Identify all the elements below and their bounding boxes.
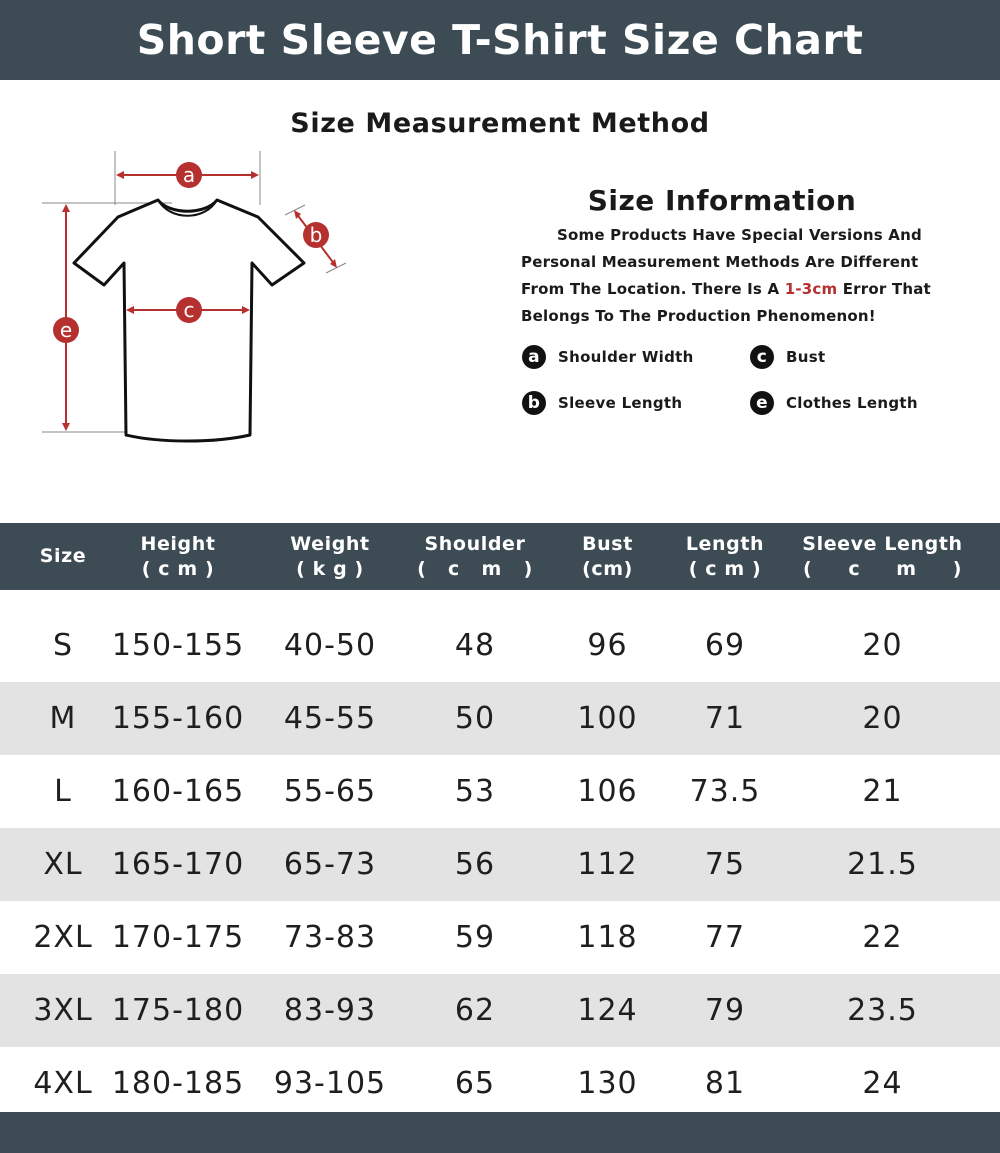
cell-weight: 45-55 (283, 701, 377, 736)
column-header-label: Shoulder (424, 532, 526, 555)
cell-shoulder: 48 (454, 628, 496, 663)
cell-sleeve-length: 24 (862, 1066, 903, 1101)
cell-bust: 96 (587, 628, 628, 663)
measurement-method-title: Size Measurement Method (290, 108, 710, 139)
legend-shoulder-width (522, 345, 694, 369)
column-header-unit: (cm) (582, 557, 633, 580)
info-line-1: Some Products Have Special Versions And (557, 226, 922, 244)
column-header-sleeve-length (790, 523, 975, 590)
legend-b-icon: b (522, 391, 546, 415)
table-row (0, 682, 1000, 755)
marker-e-label: e (59, 318, 73, 342)
size-information-title: Size Information (587, 184, 857, 217)
cell-size: L (54, 774, 72, 809)
cell-bust: 100 (577, 701, 638, 736)
cell-shoulder: 56 (454, 847, 496, 882)
length-arrow-bottom (62, 423, 70, 431)
legend-sleeve-length (522, 391, 682, 415)
cell-sleeve-length: 20 (862, 701, 903, 736)
cell-height: 180-185 (111, 1066, 245, 1101)
cell-bust: 106 (577, 774, 638, 809)
cell-height: 170-175 (111, 920, 245, 955)
cell-sleeve-length: 21 (862, 774, 903, 809)
column-header-height (108, 523, 248, 590)
cell-bust: 124 (577, 993, 638, 1028)
cell-weight: 73-83 (283, 920, 377, 955)
info-line-3-before: From The Location. There Is A (521, 280, 785, 298)
tshirt-measurement-diagram (30, 145, 360, 450)
page-title: Short Sleeve T-Shirt Size Chart (136, 16, 864, 64)
column-header-label: Length (685, 532, 765, 555)
table-row (0, 974, 1000, 1047)
cell-sleeve-length: 21.5 (847, 847, 918, 882)
cell-height: 175-180 (111, 993, 245, 1028)
info-line-4: Belongs To The Production Phenomenon! (521, 307, 876, 325)
cell-height: 160-165 (111, 774, 245, 809)
length-arrow-top (62, 204, 70, 212)
cell-shoulder: 59 (454, 920, 496, 955)
column-header-unit: ( c m ) (417, 557, 533, 580)
cell-weight: 83-93 (283, 993, 377, 1028)
cell-length: 79 (704, 993, 746, 1028)
cell-height: 165-170 (111, 847, 245, 882)
footer-bar (0, 1112, 1000, 1153)
table-row (0, 1047, 1000, 1120)
cell-sleeve-length: 22 (862, 920, 903, 955)
legend-label: Clothes Length (786, 394, 918, 412)
cell-length: 71 (704, 701, 746, 736)
cell-shoulder: 65 (454, 1066, 496, 1101)
cell-weight: 55-65 (283, 774, 377, 809)
table-row (0, 828, 1000, 901)
cell-size: 2XL (33, 920, 93, 955)
size-information-text (521, 222, 936, 330)
column-header-size (18, 523, 108, 590)
info-line-3 (521, 276, 936, 303)
column-header-unit: ( c m ) (688, 557, 762, 580)
cell-length: 75 (704, 847, 746, 882)
cell-bust: 130 (577, 1066, 638, 1101)
cell-length: 77 (704, 920, 746, 955)
column-header-unit: ( k g ) (296, 557, 364, 580)
page-title-bar (0, 0, 1000, 80)
marker-b-label: b (309, 223, 323, 247)
legend-label: Bust (786, 348, 826, 366)
cell-shoulder: 53 (454, 774, 496, 809)
cell-length: 69 (704, 628, 746, 663)
cell-height: 155-160 (111, 701, 245, 736)
column-header-label: Size (39, 545, 87, 567)
table-row (0, 901, 1000, 974)
column-header-label: Bust (582, 532, 633, 555)
legend-a-icon: a (522, 345, 546, 369)
legend-c-icon: c (750, 345, 774, 369)
legend-label: Shoulder Width (558, 348, 694, 366)
column-header-label: Weight (290, 532, 370, 555)
legend-bust (750, 345, 825, 369)
info-line-3-after: Error That (837, 280, 931, 298)
shoulder-arrow-left (116, 171, 124, 179)
error-range-highlight: 1-3cm (784, 280, 838, 298)
column-header-weight (260, 523, 400, 590)
size-table (0, 523, 1000, 1120)
table-header-row (0, 523, 1000, 590)
column-header-shoulder (410, 523, 540, 590)
column-header-label: Height (140, 532, 216, 555)
cell-bust: 118 (577, 920, 638, 955)
column-header-unit: ( c m ) (802, 557, 963, 580)
marker-a-label: a (182, 163, 196, 187)
legend-e-icon: e (750, 391, 774, 415)
column-header-length (665, 523, 785, 590)
table-row (0, 755, 1000, 828)
cell-size: 3XL (33, 993, 93, 1028)
cell-shoulder: 50 (454, 701, 496, 736)
cell-height: 150-155 (111, 628, 245, 663)
cell-shoulder: 62 (454, 993, 496, 1028)
cell-sleeve-length: 23.5 (847, 993, 918, 1028)
cell-sleeve-length: 20 (862, 628, 903, 663)
column-header-unit: ( c m ) (141, 557, 215, 580)
info-line-2: Personal Measurement Methods Are Different (521, 253, 919, 271)
cell-size: M (49, 701, 77, 736)
column-header-bust (545, 523, 670, 590)
cell-size: S (52, 628, 74, 663)
cell-weight: 93-105 (273, 1066, 387, 1101)
cell-size: XL (43, 847, 83, 882)
cell-weight: 65-73 (283, 847, 377, 882)
legend-clothes-length (750, 391, 918, 415)
column-header-label: Sleeve Length (802, 532, 963, 555)
cell-length: 81 (704, 1066, 746, 1101)
cell-weight: 40-50 (283, 628, 377, 663)
marker-c-label: c (183, 298, 195, 322)
table-row (0, 609, 1000, 682)
shoulder-arrow-right (251, 171, 259, 179)
cell-size: 4XL (33, 1066, 93, 1101)
legend-label: Sleeve Length (558, 394, 683, 412)
cell-length: 73.5 (689, 774, 761, 809)
cell-bust: 112 (577, 847, 638, 882)
